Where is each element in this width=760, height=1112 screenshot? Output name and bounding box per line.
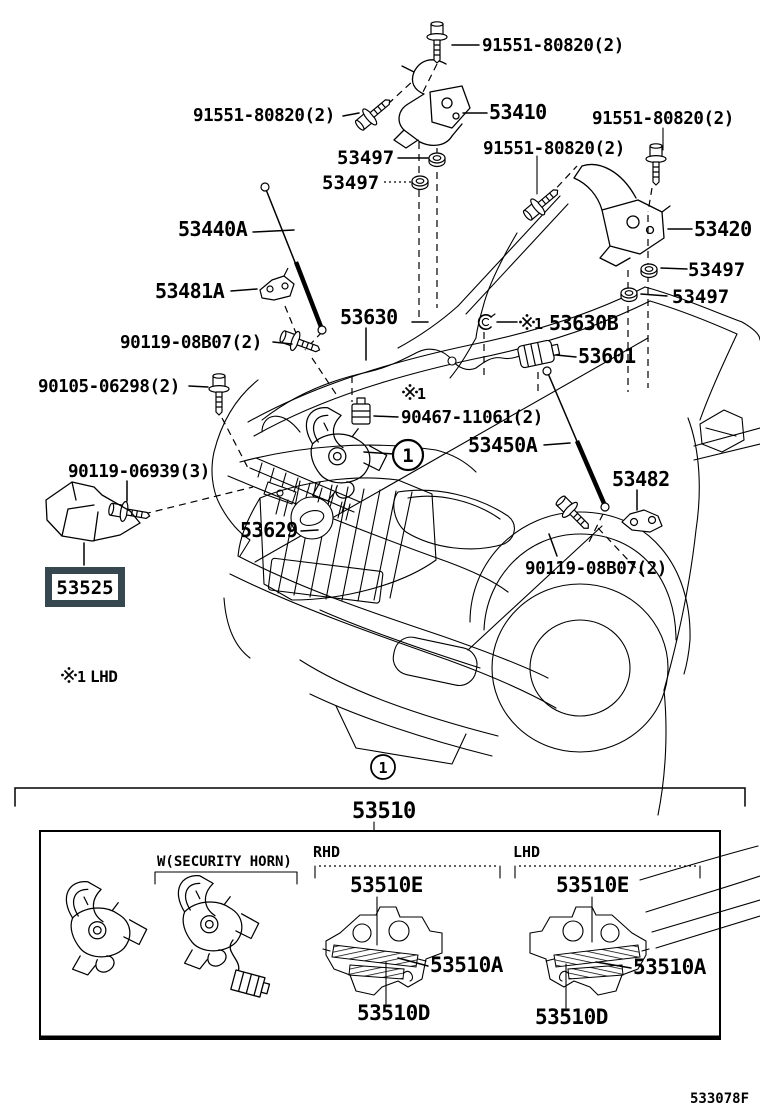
bolt-icon [427, 22, 447, 63]
vehicle-line-art [212, 196, 760, 948]
hinge-rh-drawing [394, 60, 470, 148]
hood-lock-security-drawing [178, 876, 258, 969]
bracket-icon [622, 510, 662, 532]
part-label[interactable]: 90119-06939(3) [68, 462, 210, 482]
part-label[interactable]: 53497 [688, 259, 746, 281]
part-label[interactable]: 53630B [549, 311, 619, 335]
clip-icon [479, 314, 495, 329]
ref-mark-index: 1 [417, 385, 427, 403]
part-label[interactable]: 53420 [694, 217, 752, 241]
part-label[interactable]: 53510E [350, 873, 423, 897]
part-label[interactable]: 91551-80820(2) [592, 109, 734, 129]
part-label[interactable]: 91551-80820(2) [483, 139, 625, 159]
part-label[interactable]: 91551-80820(2) [482, 36, 624, 56]
ref-note-text: LHD [90, 667, 118, 686]
variant-label: W(SECURITY HORN) [157, 854, 292, 870]
security-horn-wire-drawing [230, 940, 271, 999]
clamp-icon [352, 398, 370, 424]
variant-label: LHD [513, 843, 541, 861]
screw-icon [209, 374, 229, 415]
circled-marker-1 [393, 440, 423, 470]
part-label[interactable]: 53410 [489, 100, 547, 124]
part-label[interactable]: 53510 [352, 799, 416, 824]
part-label[interactable]: 53482 [612, 467, 670, 491]
part-label[interactable]: 53450A [468, 433, 538, 457]
ref-mark-index: 1 [534, 315, 544, 333]
hood-lock-drawing [306, 408, 386, 501]
part-label[interactable]: 53497 [322, 172, 380, 194]
screw-icon [107, 499, 151, 526]
part-label[interactable]: 90467-11061(2) [401, 408, 543, 428]
part-label[interactable]: 53510D [535, 1005, 608, 1029]
part-label[interactable]: 90105-06298(2) [38, 377, 180, 397]
part-label[interactable]: 53630 [340, 305, 398, 329]
bracket-icon [260, 268, 294, 300]
nut-icon [429, 153, 445, 167]
circled-marker-text: 1 [378, 759, 388, 777]
hood-lock-rod-drawing [543, 367, 609, 511]
part-label[interactable]: 53497 [337, 147, 395, 169]
variant-label: RHD [313, 843, 341, 861]
latch-lhd-drawing [530, 907, 649, 995]
nut-icon [412, 176, 428, 190]
bolt-icon [520, 183, 564, 225]
highlighted-part-box[interactable] [45, 567, 125, 607]
part-label[interactable]: 53629 [240, 518, 298, 542]
part-label[interactable]: 53481A [155, 279, 225, 303]
part-label[interactable]: 53510A [430, 953, 503, 977]
nut-icon [621, 288, 637, 302]
part-label[interactable]: 53510A [633, 955, 706, 979]
part-label[interactable]: 53497 [672, 286, 730, 308]
circled-marker-text: 1 [402, 445, 414, 467]
doc-code: 533078F [690, 1091, 750, 1107]
hood-lock-drawing [66, 882, 146, 975]
part-label[interactable]: 90119-08B07(2) [525, 559, 667, 579]
reference-mark-icon [519, 314, 535, 330]
part-label[interactable]: 53510E [556, 873, 629, 897]
part-label[interactable]: 53601 [578, 344, 636, 368]
part-label[interactable]: 90119-08B07(2) [120, 333, 262, 353]
part-label[interactable]: 53440A [178, 217, 248, 241]
latch-rhd-drawing [323, 907, 442, 995]
part-label[interactable]: 53510D [357, 1001, 430, 1025]
hood-support-rod-drawing [261, 183, 326, 334]
reference-mark-icon [402, 384, 418, 400]
highlighted-part-label[interactable]: 53525 [56, 577, 114, 599]
clamp-icon [517, 338, 561, 368]
part-label[interactable]: 91551-80820(2) [193, 106, 335, 126]
bottom-detail-section [15, 755, 745, 1039]
nut-icon [641, 264, 657, 278]
ref-mark-index: 1 [77, 668, 87, 686]
reference-mark-icon [61, 667, 77, 683]
ref-footnote [61, 667, 117, 686]
